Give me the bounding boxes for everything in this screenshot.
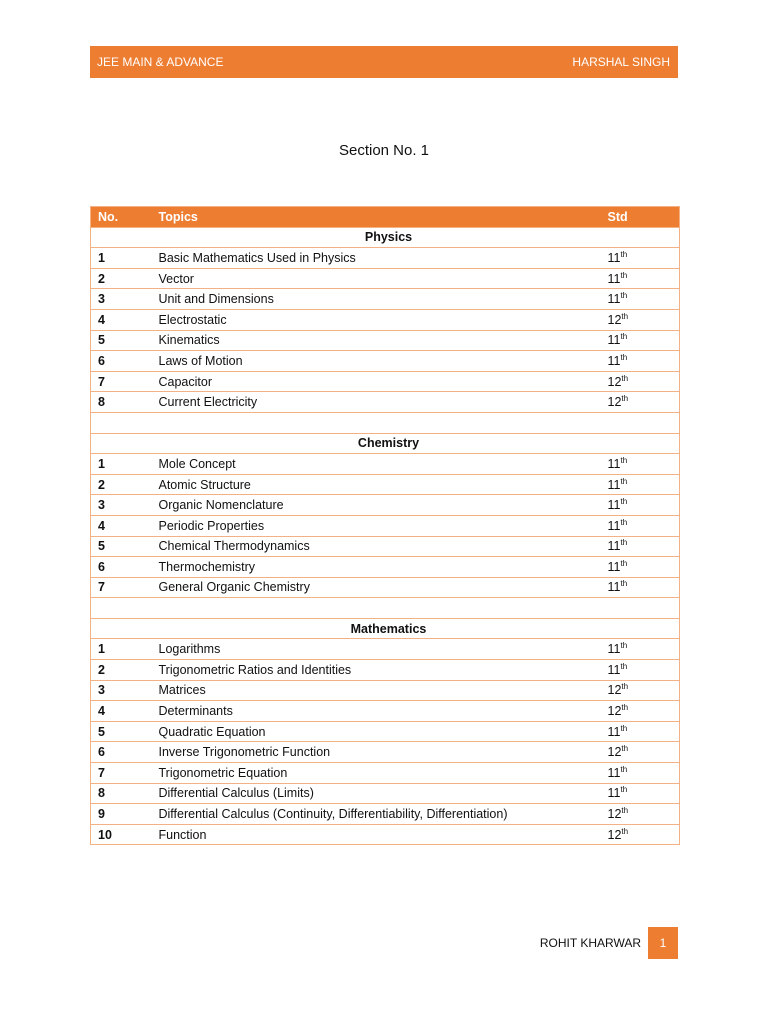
row-std xyxy=(601,495,680,516)
std-value: 12 xyxy=(607,683,622,698)
row-topic: Quadratic Equation xyxy=(152,721,601,742)
row-std xyxy=(601,268,680,289)
std-suffix: th xyxy=(621,311,629,321)
row-std xyxy=(601,701,680,722)
row-topic: Trigonometric Ratios and Identities xyxy=(152,660,601,681)
row-topic: Current Electricity xyxy=(152,392,601,413)
std-suffix: th xyxy=(620,249,628,259)
table-row xyxy=(91,351,680,372)
std-suffix: th xyxy=(620,538,628,548)
row-std xyxy=(601,371,680,392)
std-suffix: th xyxy=(621,394,629,404)
section-header-row xyxy=(91,433,680,454)
table-row xyxy=(91,742,680,763)
page-title: Section No. 1 xyxy=(338,142,430,159)
table-row xyxy=(91,660,680,681)
row-number: 4 xyxy=(91,515,152,536)
std-suffix: th xyxy=(620,641,628,651)
row-number: 7 xyxy=(91,371,152,392)
std-suffix: th xyxy=(621,826,629,836)
std-suffix: th xyxy=(620,723,628,733)
row-number: 5 xyxy=(91,721,152,742)
section-title: Physics xyxy=(91,227,680,248)
row-number: 8 xyxy=(91,392,152,413)
std-value: 12 xyxy=(607,704,622,719)
table-row xyxy=(91,721,680,742)
row-std xyxy=(601,248,680,269)
row-number: 10 xyxy=(91,824,152,845)
row-std xyxy=(601,289,680,310)
section-title: Chemistry xyxy=(91,433,680,454)
row-topic: Mole Concept xyxy=(152,454,601,475)
spacer-row xyxy=(91,412,680,433)
row-topic: General Organic Chemistry xyxy=(152,577,601,598)
std-value: 12 xyxy=(607,745,622,760)
table-row xyxy=(91,515,680,536)
std-suffix: th xyxy=(620,661,628,671)
std-value: 11 xyxy=(607,580,621,595)
table-row xyxy=(91,783,680,804)
row-topic: Matrices xyxy=(152,680,601,701)
std-suffix: th xyxy=(620,332,628,342)
row-std xyxy=(601,454,680,475)
row-topic: Capacitor xyxy=(152,371,601,392)
row-std xyxy=(601,392,680,413)
std-value: 12 xyxy=(607,807,622,822)
std-suffix: th xyxy=(620,352,628,362)
std-suffix: th xyxy=(620,785,628,795)
std-value: 11 xyxy=(607,724,621,739)
table-row xyxy=(91,577,680,598)
table-row xyxy=(91,268,680,289)
row-topic: Trigonometric Equation xyxy=(152,763,601,784)
std-suffix: th xyxy=(620,764,628,774)
row-number: 1 xyxy=(91,248,152,269)
column-header-no: No. xyxy=(91,207,152,228)
row-topic: Determinants xyxy=(152,701,601,722)
std-value: 11 xyxy=(607,456,621,471)
row-number: 4 xyxy=(91,701,152,722)
row-topic: Differential Calculus (Limits) xyxy=(152,783,601,804)
std-value: 11 xyxy=(607,477,621,492)
spacer-cell xyxy=(91,412,680,433)
std-value: 11 xyxy=(607,353,621,368)
table-row xyxy=(91,701,680,722)
row-number: 3 xyxy=(91,495,152,516)
table-row xyxy=(91,763,680,784)
std-value: 11 xyxy=(607,518,621,533)
section-header-row xyxy=(91,227,680,248)
std-suffix: th xyxy=(621,373,629,383)
std-value: 11 xyxy=(607,642,621,657)
row-number: 1 xyxy=(91,639,152,660)
table-row xyxy=(91,289,680,310)
row-std xyxy=(601,660,680,681)
row-number: 7 xyxy=(91,763,152,784)
row-std xyxy=(601,639,680,660)
table-body xyxy=(91,227,680,845)
std-value: 11 xyxy=(607,271,621,286)
std-suffix: th xyxy=(620,497,628,507)
section-header-row xyxy=(91,618,680,639)
std-value: 11 xyxy=(607,292,621,307)
table-row xyxy=(91,639,680,660)
row-std xyxy=(601,351,680,372)
row-number: 2 xyxy=(91,268,152,289)
row-topic: Inverse Trigonometric Function xyxy=(152,742,601,763)
std-value: 12 xyxy=(607,312,622,327)
table-row xyxy=(91,371,680,392)
table-row xyxy=(91,330,680,351)
std-value: 12 xyxy=(607,395,622,410)
section-title: Mathematics xyxy=(91,618,680,639)
std-value: 12 xyxy=(607,374,622,389)
spacer-row xyxy=(91,598,680,619)
column-header-topics: Topics xyxy=(152,207,601,228)
row-std xyxy=(601,742,680,763)
row-number: 3 xyxy=(91,680,152,701)
row-number: 4 xyxy=(91,309,152,330)
table-row xyxy=(91,804,680,825)
table-row xyxy=(91,680,680,701)
std-suffix: th xyxy=(620,291,628,301)
row-number: 1 xyxy=(91,454,152,475)
header-left-text: JEE MAIN & ADVANCE xyxy=(97,55,224,69)
column-header-std: Std xyxy=(601,207,680,228)
row-number: 2 xyxy=(91,474,152,495)
row-number: 5 xyxy=(91,330,152,351)
std-value: 11 xyxy=(607,765,621,780)
spacer-cell xyxy=(91,598,680,619)
std-value: 11 xyxy=(607,539,621,554)
std-value: 11 xyxy=(607,498,621,513)
row-number: 9 xyxy=(91,804,152,825)
row-std xyxy=(601,577,680,598)
row-number: 2 xyxy=(91,660,152,681)
std-suffix: th xyxy=(621,703,629,713)
std-value: 12 xyxy=(607,827,622,842)
row-topic: Unit and Dimensions xyxy=(152,289,601,310)
row-std xyxy=(601,557,680,578)
row-topic: Chemical Thermodynamics xyxy=(152,536,601,557)
row-topic: Organic Nomenclature xyxy=(152,495,601,516)
page-number: 1 xyxy=(648,927,678,959)
row-number: 6 xyxy=(91,351,152,372)
row-std xyxy=(601,783,680,804)
row-topic: Function xyxy=(152,824,601,845)
row-topic: Logarithms xyxy=(152,639,601,660)
row-std xyxy=(601,824,680,845)
footer-author: ROHIT KHARWAR xyxy=(539,936,641,950)
table-row xyxy=(91,248,680,269)
row-topic: Vector xyxy=(152,268,601,289)
row-topic: Periodic Properties xyxy=(152,515,601,536)
std-value: 11 xyxy=(607,662,621,677)
table-row xyxy=(91,824,680,845)
std-value: 11 xyxy=(607,333,621,348)
row-std xyxy=(601,763,680,784)
row-topic: Thermochemistry xyxy=(152,557,601,578)
table-row xyxy=(91,536,680,557)
std-suffix: th xyxy=(620,476,628,486)
row-topic: Electrostatic xyxy=(152,309,601,330)
row-std xyxy=(601,680,680,701)
std-suffix: th xyxy=(621,806,629,816)
std-suffix: th xyxy=(620,517,628,527)
table-row xyxy=(91,392,680,413)
std-value: 11 xyxy=(607,559,621,574)
std-suffix: th xyxy=(620,579,628,589)
std-value: 11 xyxy=(607,250,621,265)
std-suffix: th xyxy=(621,744,629,754)
std-value: 11 xyxy=(607,786,621,801)
table-row xyxy=(91,454,680,475)
std-suffix: th xyxy=(620,558,628,568)
row-std xyxy=(601,536,680,557)
table-row xyxy=(91,309,680,330)
row-topic: Basic Mathematics Used in Physics xyxy=(152,248,601,269)
std-suffix: th xyxy=(620,455,628,465)
row-number: 5 xyxy=(91,536,152,557)
row-std xyxy=(601,330,680,351)
row-std xyxy=(601,721,680,742)
row-number: 8 xyxy=(91,783,152,804)
header-right-text: HARSHAL SINGH xyxy=(572,55,670,69)
row-topic: Kinematics xyxy=(152,330,601,351)
row-number: 6 xyxy=(91,742,152,763)
row-topic: Laws of Motion xyxy=(152,351,601,372)
row-std xyxy=(601,515,680,536)
table-header-row xyxy=(91,207,680,228)
std-suffix: th xyxy=(620,270,628,280)
row-number: 7 xyxy=(91,577,152,598)
row-topic: Differential Calculus (Continuity, Differentiability, Differentiation) xyxy=(152,804,601,825)
std-suffix: th xyxy=(621,682,629,692)
topics-table xyxy=(90,206,680,845)
page-header xyxy=(90,46,678,78)
row-std xyxy=(601,804,680,825)
row-topic: Atomic Structure xyxy=(152,474,601,495)
row-std xyxy=(601,474,680,495)
table-row xyxy=(91,495,680,516)
table-row xyxy=(91,474,680,495)
row-std xyxy=(601,309,680,330)
table-row xyxy=(91,557,680,578)
row-number: 3 xyxy=(91,289,152,310)
row-number: 6 xyxy=(91,557,152,578)
